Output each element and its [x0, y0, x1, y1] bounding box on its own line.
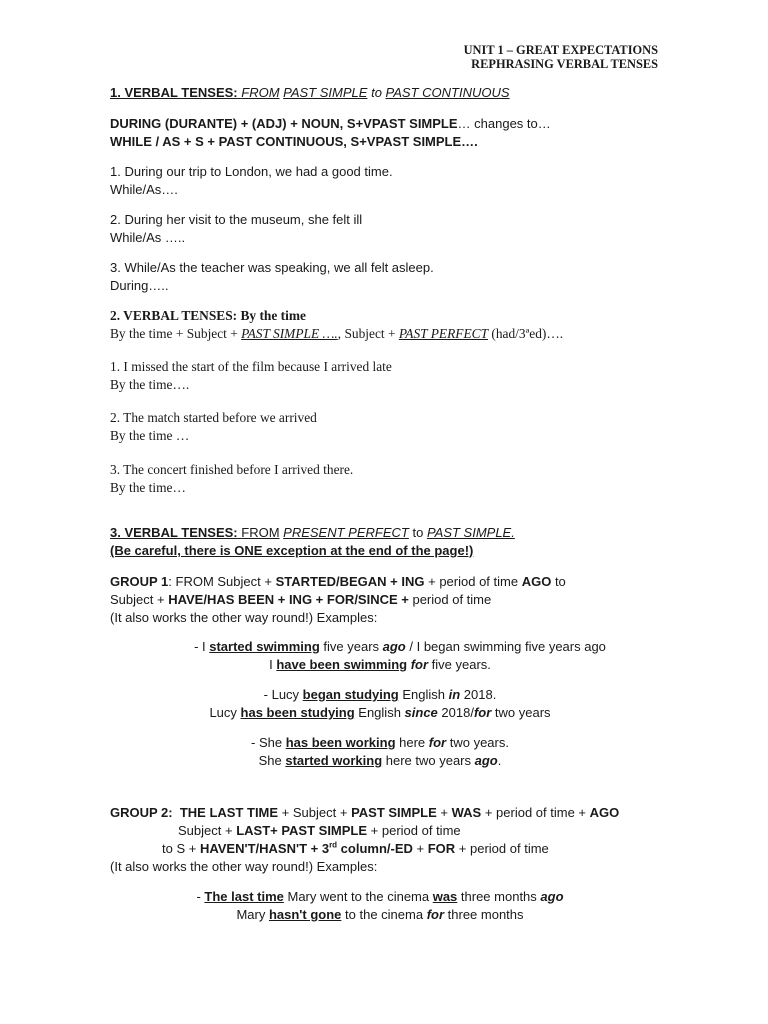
- group2-rule-line1: GROUP 2: THE LAST TIME + Subject + PAST SIMPLE + WAS + period of time + AGO: [110, 805, 620, 820]
- group2-example-2: Mary hasn't gone to the cinema for three months: [236, 907, 524, 922]
- section1-example-3: 3. While/As the teacher was speaking, we all felt asleep.: [110, 260, 434, 275]
- section3-from: FROM: [241, 525, 280, 540]
- section2-example-2: 2. The match started before we arrived: [110, 410, 317, 425]
- group2-rule-line2: Subject + LAST+ PAST SIMPLE + period of time: [178, 823, 461, 838]
- section1-tense-b: PAST CONTINUOUS: [385, 85, 510, 100]
- rule-by-the-time: By the time + Subject +: [110, 326, 242, 341]
- section1-example-1: 1. During our trip to London, we had a good time.: [110, 164, 393, 179]
- group1-example-5: - She has been working here for two years.: [251, 735, 509, 750]
- section3-tense-b: PAST SIMPLE.: [426, 525, 515, 540]
- section2-example-3-prompt: By the time…: [110, 480, 186, 495]
- group2-rule-line3: to S + HAVEN'T/HASN'T + 3rd column/-ED + FOR + period of time: [162, 840, 549, 856]
- section2-rule: [110, 325, 563, 343]
- rule-past-perfect: PAST PERFECT: [398, 326, 489, 341]
- group1-example-1: - I started swimming five years ago / I began swimming five years ago: [194, 639, 606, 654]
- section1-example-1-prompt: While/As….: [110, 182, 178, 197]
- group1-rule-line2: Subject + HAVE/HAS BEEN + ING + FOR/SINCE + period of time: [110, 592, 492, 607]
- section3-number: 3. VERBAL TENSES:: [110, 525, 238, 540]
- unit-subtitle: REPHRASING VERBAL TENSES: [471, 57, 658, 71]
- section1-title: [110, 84, 510, 102]
- section1-from: FROM: [241, 85, 280, 100]
- section1-example-2: 2. During her visit to the museum, she felt ill: [110, 212, 363, 227]
- group1-example-3: - Lucy began studying English in 2018.: [263, 687, 497, 702]
- section1-number: 1. VERBAL TENSES:: [110, 85, 238, 100]
- group1-note: (It also works the other way round!) Examples:: [110, 610, 378, 625]
- group1-example-4: Lucy has been studying English since 2018/for two years: [209, 705, 551, 720]
- section3-title: [110, 524, 515, 542]
- section2-example-1-prompt: By the time….: [110, 377, 190, 392]
- section1-example-3-prompt: During…..: [110, 278, 169, 293]
- section3-tense-a: PRESENT PERFECT: [283, 525, 409, 540]
- section2-example-2-prompt: By the time …: [110, 428, 190, 443]
- section2-example-1: 1. I missed the start of the film because I arrived late: [110, 359, 392, 374]
- section2-example-3: 3. The concert finished before I arrived there.: [110, 462, 354, 477]
- section3-to: to: [412, 525, 424, 540]
- section2-title: 2. VERBAL TENSES: By the time: [110, 308, 306, 323]
- rule-had-ed: (had/3ªed)….: [488, 326, 564, 341]
- group1-example-6: She started working here two years ago.: [258, 753, 502, 768]
- section1-to: to: [371, 85, 382, 100]
- group1-rule-line1: GROUP 1: FROM Subject + STARTED/BEGAN + ING + period of time AGO to: [110, 574, 566, 589]
- group2-note: (It also works the other way round!) Examples:: [110, 859, 378, 874]
- group1-label: GROUP 1: [110, 574, 169, 589]
- section3-warning: (Be careful, there is ONE exception at the end of the page!): [110, 543, 474, 558]
- unit-title: UNIT 1 – GREAT EXPECTATIONS: [463, 43, 658, 57]
- rule-subject: , Subject +: [337, 326, 399, 341]
- section1-tense-a: PAST SIMPLE: [283, 85, 368, 100]
- rule-changes-to: … changes to…: [457, 116, 551, 131]
- section1-example-2-prompt: While/As …..: [110, 230, 186, 245]
- section1-rule-line1: [110, 115, 551, 133]
- group2-example-1: - The last time Mary went to the cinema was three months ago: [196, 889, 564, 904]
- group2-label: GROUP 2:: [110, 805, 173, 820]
- rule-past-simple: PAST SIMPLE ….: [241, 326, 338, 341]
- section1-rule-line2: WHILE / AS + S + PAST CONTINUOUS, S+VPAST SIMPLE….: [110, 134, 478, 149]
- group1-example-2: I have been swimming for five years.: [269, 657, 491, 672]
- rule-during: DURING (DURANTE) + (ADJ) + NOUN, S+VPAST SIMPLE: [110, 116, 458, 131]
